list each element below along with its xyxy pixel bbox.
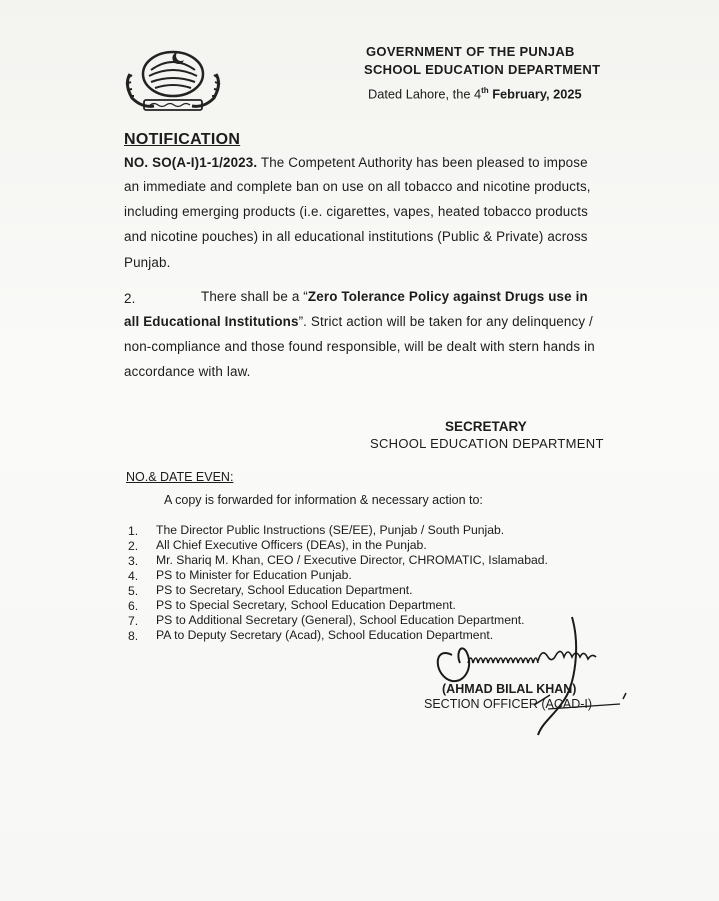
para2-number: 2. [124, 291, 136, 306]
handwritten-signature [430, 605, 630, 740]
list-item: The Director Public Instructions (SE/EE), Punjab / South Punjab. [156, 523, 505, 537]
para2-line3: non-compliance and those found responsible, will be dealt with stern hands in [124, 339, 595, 354]
date-rest: February, 2025 [488, 86, 582, 102]
list-item: PS to Secretary, School Education Department. [156, 583, 413, 597]
copy-heading: NO.& DATE EVEN: [126, 470, 234, 484]
para2-bold1: Zero Tolerance Policy against Drugs use in [307, 289, 588, 304]
copy-intro: A copy is forwarded for information & necessary action to: [164, 493, 483, 507]
header-government: GOVERNMENT OF THE PUNJAB [366, 44, 575, 59]
secretary-department: SCHOOL EDUCATION DEPARTMENT [370, 436, 604, 451]
list-item: PS to Special Secretary, School Education Department. [156, 598, 456, 612]
list-item-number: 5. [128, 584, 139, 598]
list-item: PA to Deputy Secretary (Acad), School Education Department. [156, 628, 494, 642]
signatory-designation: SECTION OFFICER (ACAD-I) [424, 697, 593, 711]
header-department: SCHOOL EDUCATION DEPARTMENT [364, 62, 601, 77]
notification-title: NOTIFICATION [124, 131, 241, 148]
list-item: PS to Minister for Education Punjab. [156, 568, 352, 582]
notification-number: NO. SO(A-I)1-1/2023. [124, 155, 258, 170]
para2-line1 [201, 289, 588, 304]
list-item: PS to Additional Secretary (General), School Education Department. [156, 613, 525, 627]
para1-line5: Punjab. [124, 255, 171, 270]
list-item-number: 2. [128, 539, 139, 553]
list-item-number: 7. [128, 614, 139, 628]
para1-line3: including emerging products (i.e. cigarettes, vapes, heated tobacco products [124, 204, 588, 219]
para2-line4: accordance with law. [124, 364, 251, 379]
para2-bold2: all Educational Institutions [124, 314, 299, 329]
signatory-name: (AHMAD BILAL KHAN) [442, 682, 577, 696]
para1-line4: and nicotine pouches) in all educational institutions (Public & Private) across [124, 229, 588, 244]
para1-line1 [124, 155, 588, 170]
list-item: All Chief Executive Officers (DEAs), in the Punjab. [156, 538, 427, 552]
para2-line2-rest: ”. Strict action will be taken for any delinquency / [298, 314, 593, 329]
list-item: Mr. Shariq M. Khan, CEO / Executive Director, CHROMATIC, Islamabad. [156, 553, 548, 567]
date-prefix: Dated Lahore, the 4 [368, 86, 482, 102]
list-item-number: 1. [128, 524, 139, 538]
date-line [368, 86, 582, 101]
list-item-number: 6. [128, 599, 139, 613]
para1-line1-text: The Competent Authority has been pleased to impose [257, 155, 588, 170]
para1-line2: an immediate and complete ban on use on all tobacco and nicotine products, [124, 179, 591, 194]
para2-line2 [124, 314, 593, 329]
list-item-number: 8. [128, 629, 139, 643]
list-item-number: 3. [128, 554, 139, 568]
punjab-government-logo [118, 44, 228, 116]
para2-lead: There shall be a “ [201, 289, 308, 304]
list-item-number: 4. [128, 569, 139, 583]
date-suffix-sup: th [481, 86, 489, 95]
secretary-title: SECRETARY [445, 419, 527, 434]
